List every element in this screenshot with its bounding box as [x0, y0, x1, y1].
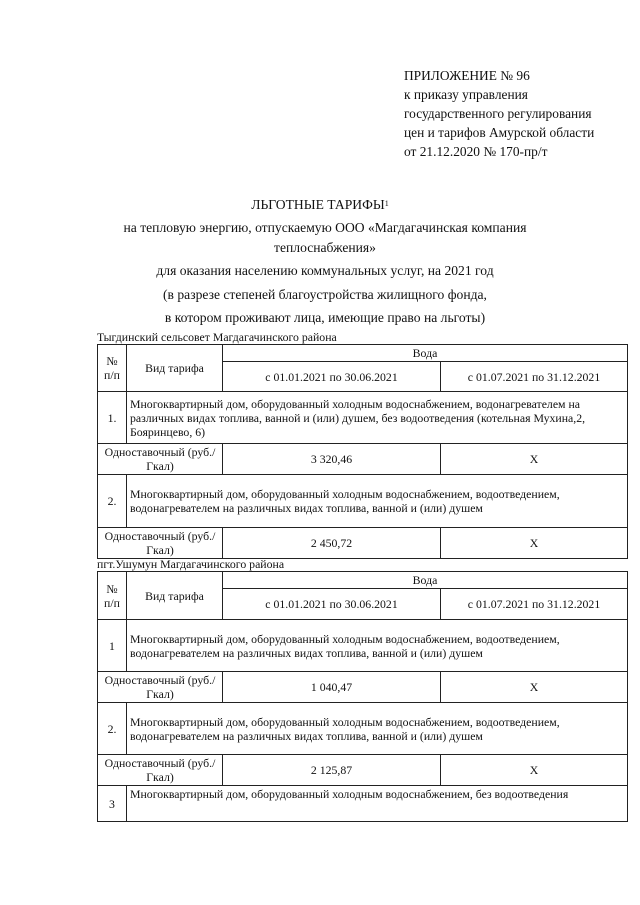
section-ushumun [97, 557, 627, 822]
tariff-value-2: Х [441, 444, 628, 475]
tariff-table [97, 344, 628, 559]
header-period-1: с 01.01.2021 по 30.06.2021 [223, 362, 441, 392]
header-tariff-type: Вид тарифа [127, 572, 223, 620]
row-description: Многоквартирный дом, оборудованный холодным водоснабжением, водоотведением, водонагревателем на различных видах топлива, ванной и (или) душем [127, 703, 628, 755]
row-num: 1 [98, 620, 127, 672]
document-title [0, 194, 640, 216]
tariff-label: Одноставочный (руб./Гкал) [98, 755, 223, 786]
row-description: Многоквартирный дом, оборудованный холодным водоснабжением, водонагревателем на различных видах топлива, ванной и (или) душем, без водоотведения (котельная Мухина,2, Бояринцево, 6) [127, 392, 628, 444]
title-text: ЛЬГОТНЫЕ ТАРИФЫ [251, 197, 385, 212]
subtitle-line: для оказания населению коммунальных услуг, на 2021 год [156, 263, 494, 278]
tariff-label: Одноставочный (руб./Гкал) [98, 444, 223, 475]
table-header-row [98, 572, 628, 589]
tariff-label: Одноставочный (руб./Гкал) [98, 672, 223, 703]
section-caption: Тыгдинский сельсовет Магдагачинского района [97, 330, 337, 344]
tariff-value-2: Х [441, 672, 628, 703]
table-row [98, 528, 628, 559]
tariff-value-1: 2 125,87 [223, 755, 441, 786]
header-num: № п/п [98, 572, 127, 620]
document-subtitle [90, 218, 560, 328]
appendix-line: государственного регулирования [404, 106, 592, 121]
appendix-line: цен и тарифов Амурской области [404, 125, 595, 140]
table-row [98, 755, 628, 786]
subtitle-line: в котором проживают лица, имеющие право на льготы) [164, 310, 486, 325]
header-group: Вода [223, 345, 628, 362]
tariff-value-2: Х [441, 528, 628, 559]
row-num: 3 [98, 786, 127, 822]
row-description: Многоквартирный дом, оборудованный холодным водоснабжением, водоотведением, водонагревателем на различных видах топлива, ванной и (или) душем [127, 620, 628, 672]
appendix-header [404, 66, 634, 161]
tariff-value-1: 3 320,46 [223, 444, 441, 475]
row-num: 1. [98, 392, 127, 444]
tariff-value-1: 2 450,72 [223, 528, 441, 559]
tariff-label: Одноставочный (руб./Гкал) [98, 528, 223, 559]
header-period-1: с 01.01.2021 по 30.06.2021 [223, 589, 441, 620]
table-row [98, 672, 628, 703]
row-num: 2. [98, 475, 127, 528]
subtitle-line: на тепловую энергию, отпускаемую ООО «Магдагачинская компания теплоснабжения» [123, 220, 527, 255]
header-num: № п/п [98, 345, 127, 392]
table-row [98, 392, 628, 444]
row-num: 2. [98, 703, 127, 755]
header-tariff-type: Вид тарифа [127, 345, 223, 392]
table-row [98, 444, 628, 475]
tariff-value-1: 1 040,47 [223, 672, 441, 703]
tariff-value-2: Х [441, 755, 628, 786]
table-header-row [98, 345, 628, 362]
tariff-table [97, 571, 628, 822]
table-row [98, 786, 628, 822]
table-row [98, 703, 628, 755]
appendix-line: к приказу управления [404, 87, 528, 102]
row-description: Многоквартирный дом, оборудованный холодным водоснабжением, без водоотведения [127, 786, 628, 822]
header-period-2: с 01.07.2021 по 31.12.2021 [441, 589, 628, 620]
table-row [98, 475, 628, 528]
header-group: Вода [223, 572, 628, 589]
appendix-order-date: от 21.12.2020 № 170-пр/т [404, 144, 548, 159]
section-caption: пгт.Ушумун Магдагачинского района [97, 557, 285, 571]
header-period-2: с 01.07.2021 по 31.12.2021 [441, 362, 628, 392]
footnote-mark: 1 [384, 199, 389, 208]
row-description: Многоквартирный дом, оборудованный холодным водоснабжением, водоотведением, водонагревателем на различных видах топлива, ванной и (или) душем [127, 475, 628, 528]
table-row [98, 620, 628, 672]
subtitle-line: (в разрезе степеней благоустройства жилищного фонда, [163, 286, 487, 302]
appendix-number: ПРИЛОЖЕНИЕ № 96 [404, 68, 530, 83]
section-tygda [97, 330, 627, 559]
